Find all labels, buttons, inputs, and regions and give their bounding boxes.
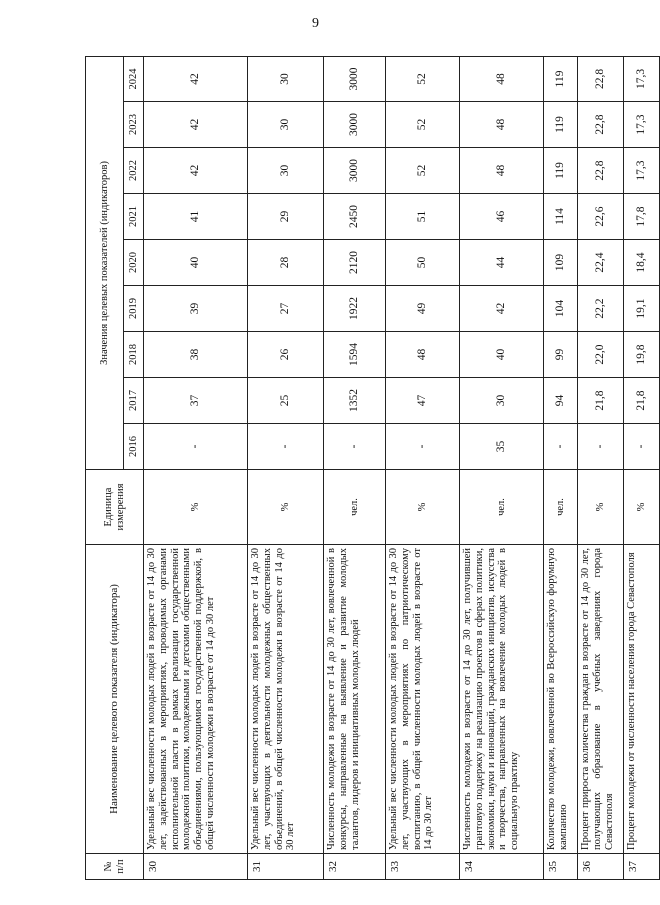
- table-row: [544, 56, 578, 879]
- value-cell: 22,8: [578, 102, 624, 148]
- value-cell: 22,4: [578, 240, 624, 286]
- indicator-name: Процент прироста количества граждан в возрасте от 14 до 30 лет, получающих образование в учебных заведениях города Севастополя: [578, 545, 624, 854]
- table-row: [144, 56, 248, 879]
- indicator-name: Численность молодежи в возрасте от 14 до 30 лет, вовлеченной в конкурсы, направленные на выявление и развитие молодых талантов, лидеров и инициативных молодых людей: [324, 545, 386, 854]
- value-cell: 27: [248, 286, 324, 332]
- header-year: 2016: [124, 424, 144, 470]
- header-year: 2022: [124, 148, 144, 194]
- value-cell: 119: [544, 56, 578, 101]
- value-cell: 21,8: [578, 378, 624, 424]
- value-cell: 42: [144, 56, 248, 101]
- value-cell: 3000: [324, 102, 386, 148]
- row-number: 33: [386, 854, 460, 880]
- value-cell: -: [248, 424, 324, 470]
- value-cell: 52: [386, 148, 460, 194]
- value-cell: 42: [144, 102, 248, 148]
- indicator-name: Численность молодежи в возрасте от 14 до 30 лет, получившей грантовую поддержку на реализацию проектов в сферах политики, экономики, науки и инноваций, гражданских инициатив, искусства и творчества, направленных на вовлечение молодых людей в социальную практику: [460, 545, 544, 854]
- header-year: 2024: [124, 56, 144, 101]
- value-cell: 40: [460, 332, 544, 378]
- value-cell: 40: [144, 240, 248, 286]
- indicator-unit: чел.: [544, 470, 578, 545]
- row-number: 36: [578, 854, 624, 880]
- indicator-name: Удельный вес численности молодых людей в возрасте от 14 до 30 лет, участвующих в деятельности молодежных общественных объединений, в общей численности молодежи в возрасте от 14 до 30 лет: [248, 545, 324, 854]
- value-cell: 104: [544, 286, 578, 332]
- value-cell: 48: [460, 148, 544, 194]
- indicator-unit: %: [624, 470, 660, 545]
- value-cell: 19,1: [624, 286, 660, 332]
- header-values: Значения целевых показателей (индикаторов): [86, 56, 124, 469]
- row-number: 30: [144, 854, 248, 880]
- value-cell: 42: [460, 286, 544, 332]
- value-cell: 119: [544, 148, 578, 194]
- row-number: 37: [624, 854, 660, 880]
- value-cell: 30: [248, 102, 324, 148]
- value-cell: 51: [386, 194, 460, 240]
- value-cell: 17,3: [624, 148, 660, 194]
- page-number: 9: [312, 16, 319, 31]
- value-cell: 18,4: [624, 240, 660, 286]
- value-cell: 48: [386, 332, 460, 378]
- indicator-unit: %: [386, 470, 460, 545]
- indicator-unit: %: [248, 470, 324, 545]
- table-row: [460, 56, 544, 879]
- header-year: 2017: [124, 378, 144, 424]
- value-cell: -: [578, 424, 624, 470]
- value-cell: 41: [144, 194, 248, 240]
- row-number: 32: [324, 854, 386, 880]
- indicators-table: [85, 56, 660, 880]
- value-cell: -: [386, 424, 460, 470]
- header-year: 2018: [124, 332, 144, 378]
- table-body: [144, 56, 660, 879]
- value-cell: 30: [460, 378, 544, 424]
- header-year: 2021: [124, 194, 144, 240]
- indicator-unit: %: [578, 470, 624, 545]
- header-name: Наименование целевого показателя (индикатора): [86, 545, 144, 854]
- value-cell: 37: [144, 378, 248, 424]
- value-cell: 29: [248, 194, 324, 240]
- value-cell: 19,8: [624, 332, 660, 378]
- value-cell: 1922: [324, 286, 386, 332]
- value-cell: 52: [386, 56, 460, 101]
- value-cell: 30: [248, 148, 324, 194]
- value-cell: -: [544, 424, 578, 470]
- value-cell: 114: [544, 194, 578, 240]
- indicator-name: Количество молодежи, вовлеченной во Всероссийскую форумную кампанию: [544, 545, 578, 854]
- value-cell: 17,3: [624, 56, 660, 101]
- table-row: [578, 56, 624, 879]
- value-cell: 1352: [324, 378, 386, 424]
- table-row: [624, 56, 660, 879]
- value-cell: 47: [386, 378, 460, 424]
- value-cell: 52: [386, 102, 460, 148]
- value-cell: 39: [144, 286, 248, 332]
- table-row: [386, 56, 460, 879]
- table-row: [248, 56, 324, 879]
- header-year: 2020: [124, 240, 144, 286]
- value-cell: -: [624, 424, 660, 470]
- value-cell: 17,8: [624, 194, 660, 240]
- indicator-unit: чел.: [460, 470, 544, 545]
- indicator-unit: чел.: [324, 470, 386, 545]
- value-cell: 22,8: [578, 56, 624, 101]
- value-cell: 25: [248, 378, 324, 424]
- header-year: 2019: [124, 286, 144, 332]
- value-cell: -: [324, 424, 386, 470]
- value-cell: 38: [144, 332, 248, 378]
- value-cell: 99: [544, 332, 578, 378]
- table-rotated-container: [85, 58, 648, 880]
- value-cell: 109: [544, 240, 578, 286]
- row-number: 34: [460, 854, 544, 880]
- value-cell: 28: [248, 240, 324, 286]
- value-cell: 49: [386, 286, 460, 332]
- value-cell: 42: [144, 148, 248, 194]
- indicator-name: Процент молодежи от численности населения города Севастополя: [624, 545, 660, 854]
- value-cell: 2450: [324, 194, 386, 240]
- table-row: [324, 56, 386, 879]
- value-cell: 17,3: [624, 102, 660, 148]
- value-cell: 46: [460, 194, 544, 240]
- value-cell: 48: [460, 102, 544, 148]
- header-year: 2023: [124, 102, 144, 148]
- indicator-name: Удельный вес численности молодых людей в возрасте от 14 до 30 лет, участвующих в мероприятиях по патриотическому воспитанию, в общей численности молодых людей в возрасте от 14 до 30 лет: [386, 545, 460, 854]
- value-cell: 35: [460, 424, 544, 470]
- value-cell: 21,8: [624, 378, 660, 424]
- value-cell: 3000: [324, 56, 386, 101]
- value-cell: 22,2: [578, 286, 624, 332]
- value-cell: 48: [460, 56, 544, 101]
- value-cell: 94: [544, 378, 578, 424]
- indicator-name: Удельный вес численности молодых людей в возрасте от 14 до 30 лет, задействованных в мероприятиях, проводимых органами исполнительной власти в рамках реализации государственной молодежной политики, молодежными и детскими общественными объединениями, пользующимися государственной поддержкой, в общей численности молодежи в возрасте от 14 до 30 лет: [144, 545, 248, 854]
- value-cell: 22,8: [578, 148, 624, 194]
- value-cell: 1594: [324, 332, 386, 378]
- value-cell: 44: [460, 240, 544, 286]
- value-cell: 2120: [324, 240, 386, 286]
- indicator-unit: %: [144, 470, 248, 545]
- value-cell: 3000: [324, 148, 386, 194]
- value-cell: 26: [248, 332, 324, 378]
- header-num: № п/п: [86, 854, 144, 880]
- value-cell: 50: [386, 240, 460, 286]
- value-cell: 119: [544, 102, 578, 148]
- value-cell: 22,0: [578, 332, 624, 378]
- value-cell: 30: [248, 56, 324, 101]
- header-unit: Единица измерения: [86, 470, 144, 545]
- value-cell: -: [144, 424, 248, 470]
- value-cell: 22,6: [578, 194, 624, 240]
- row-number: 35: [544, 854, 578, 880]
- row-number: 31: [248, 854, 324, 880]
